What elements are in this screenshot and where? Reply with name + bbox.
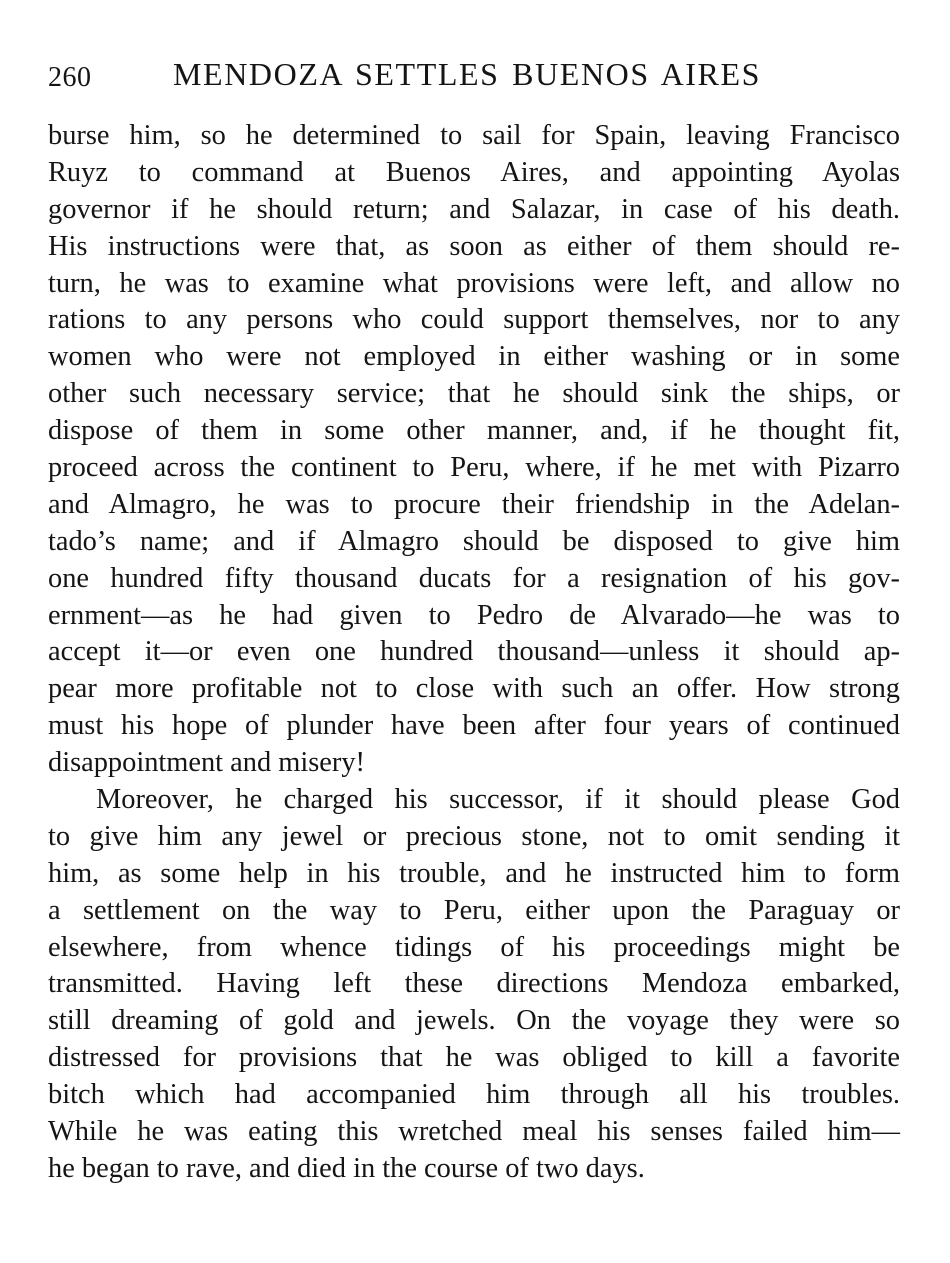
- text-line: rations to any persons who could support themselves, nor to any: [48, 304, 900, 336]
- text-line: pear more profitable not to close with such an offer. How strong: [48, 673, 900, 705]
- text-line: still dreaming of gold and jewels. On the voyage they were so: [48, 1005, 900, 1037]
- text-line: elsewhere, from whence tidings of his proceedings might be: [48, 931, 900, 963]
- text-line: accept it—or even one hundred thousand—unless it should ap-: [48, 636, 900, 668]
- paragraph-1: [48, 118, 900, 782]
- text-line: bitch which had accompanied him through all his troubles.: [48, 1079, 900, 1111]
- text-line: must his hope of plunder have been after four years of continued: [48, 710, 900, 742]
- text-line: governor if he should return; and Salazar, in case of his death.: [48, 193, 900, 225]
- text-line: burse him, so he determined to sail for Spain, leaving Francisco: [48, 120, 900, 151]
- text-line: Moreover, he charged his successor, if it should please God: [96, 784, 900, 816]
- text-line: ernment—as he had given to Pedro de Alvarado—he was to: [48, 599, 900, 631]
- text-line: transmitted. Having left these directions Mendoza embarked,: [48, 968, 900, 1000]
- text-line: tado’s name; and if Almagro should be disposed to give him: [48, 525, 900, 557]
- page-header: [48, 56, 900, 100]
- text-line: and Almagro, he was to procure their friendship in the Adelan-: [48, 488, 900, 520]
- text-line: other such necessary service; that he should sink the ships, or: [48, 378, 900, 410]
- text-line: While he was eating this wretched meal his senses failed him—: [48, 1116, 900, 1148]
- text-line: he began to rave, and died in the course of two days.: [48, 1152, 645, 1184]
- text-line: disappointment and misery!: [48, 747, 365, 779]
- text-line: turn, he was to examine what provisions were left, and allow no: [48, 267, 900, 299]
- text-line: him, as some help in his trouble, and he instructed him to form: [48, 857, 900, 889]
- page-number: 260: [48, 62, 92, 93]
- text-line: a settlement on the way to Peru, either upon the Paraguay or: [48, 894, 900, 926]
- text-line: distressed for provisions that he was obliged to kill a favorite: [48, 1042, 900, 1074]
- text-line: proceed across the continent to Peru, where, if he met with Pizarro: [48, 452, 900, 484]
- paragraph-2: [48, 782, 900, 1188]
- text-line: Ruyz to command at Buenos Aires, and appointing Ayolas: [48, 156, 900, 188]
- text-line: His instructions were that, as soon as either of them should re-: [48, 230, 900, 262]
- body-text: [48, 118, 900, 1188]
- text-line: dispose of them in some other manner, and, if he thought fit,: [48, 415, 900, 447]
- running-head: MENDOZA SETTLES BUENOS AIRES: [173, 56, 762, 92]
- text-line: to give him any jewel or precious stone, not to omit sending it: [48, 820, 900, 852]
- text-line: one hundred fifty thousand ducats for a resignation of his gov-: [48, 562, 900, 594]
- text-line: women who were not employed in either washing or in some: [48, 341, 900, 373]
